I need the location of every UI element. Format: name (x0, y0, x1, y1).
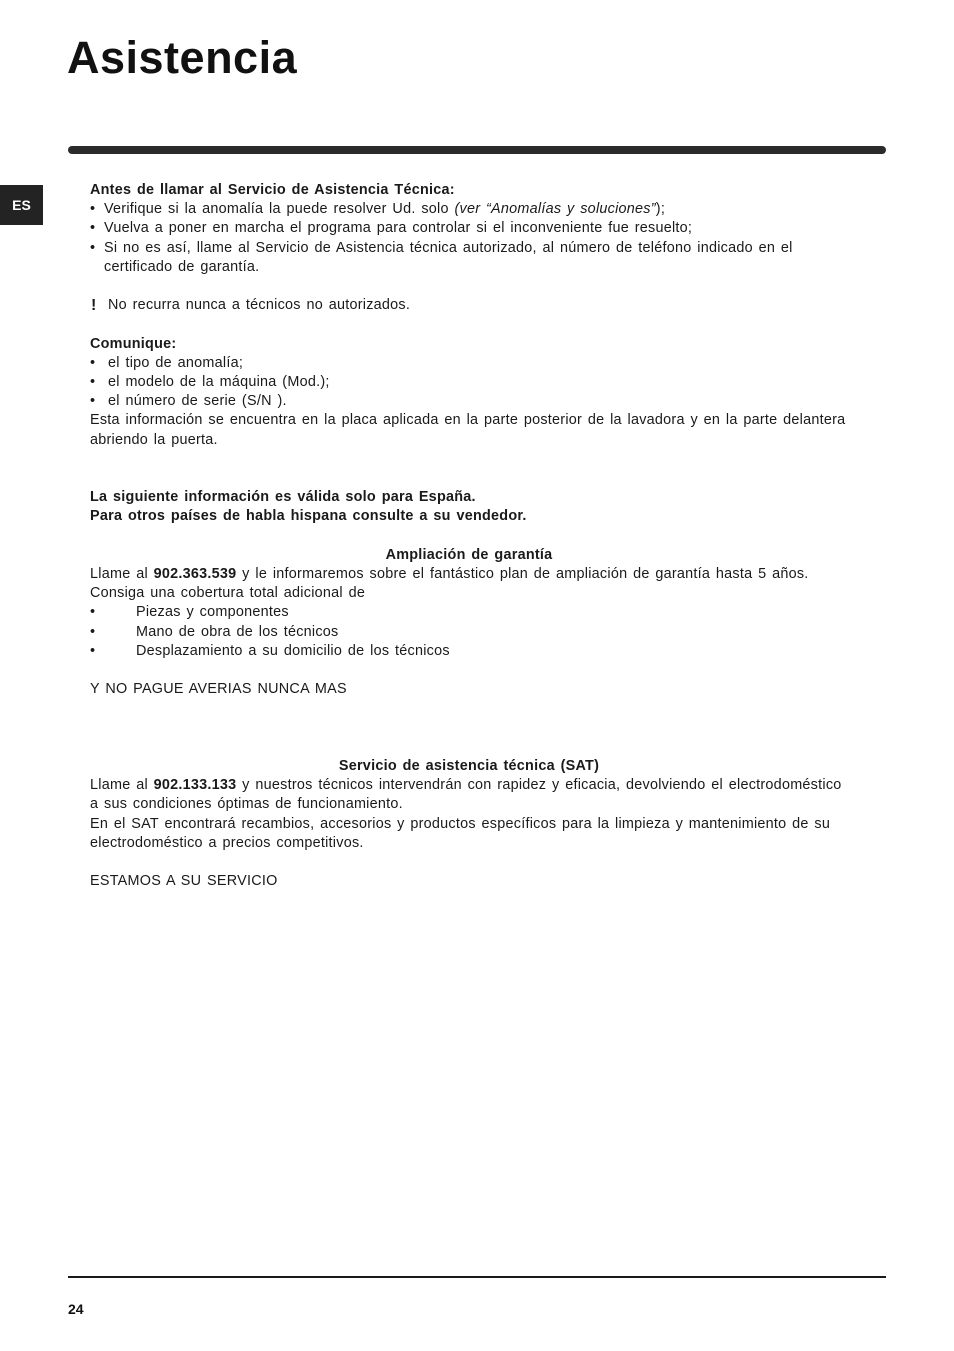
list-item (90, 239, 848, 277)
spain-notice-line-2: Para otros países de habla hispana consulte a su vendedor. (90, 508, 527, 525)
communicate-list (90, 354, 848, 412)
page-title: Asistencia (67, 32, 298, 83)
warning-text: No recurra nunca a técnicos no autorizados. (108, 297, 411, 314)
bullet-icon: • (90, 201, 96, 218)
list-item (90, 373, 848, 392)
warranty-phone: 902.363.539 (153, 566, 237, 582)
bullet-icon: • (90, 374, 96, 390)
coverage-list (90, 603, 848, 661)
sat-parts-text: En el SAT encontrará recambios, accesorios y productos específicos para la limpieza y mantenimiento de su electrodoméstico a precios competitivos. (90, 815, 831, 851)
language-tab: ES (0, 185, 43, 225)
warranty-slogan: Y NO PAGUE AVERIAS NUNCA MAS (90, 681, 347, 698)
rating-plate-note: Esta información se encuentra en la placa aplicada en la parte posterior de la lavadora y en la parte delantera abriendo la puerta. (90, 412, 846, 448)
sat-text-end: y nuestros técnicos intervendrán con rapidez y eficacia, devolviendo el electrodoméstico a sus condiciones óptimas de funcionamiento. (90, 777, 842, 813)
sat-text-start: Llame al (90, 777, 154, 794)
page-number: 24 (68, 1301, 84, 1317)
bullet-icon: • (90, 354, 96, 371)
sat-heading: Servicio de asistencia técnica (SAT) (338, 758, 600, 774)
communicate-heading: Comunique: (90, 335, 177, 352)
exclamation-icon: ! (91, 297, 97, 315)
sat-text (90, 776, 848, 814)
list-item (90, 200, 848, 219)
before-calling-list (90, 200, 848, 277)
bullet-icon: • (90, 604, 96, 621)
page-content (90, 181, 848, 891)
bullet-icon: • (90, 642, 96, 659)
list-item-text: el modelo de la máquina (Mod.); (108, 374, 330, 390)
warning-note (90, 296, 848, 315)
list-item (90, 642, 848, 661)
warranty-text (90, 565, 848, 584)
bullet-icon: • (90, 393, 96, 410)
list-item (90, 623, 848, 642)
before-calling-heading: Antes de llamar al Servicio de Asistencia Técnica: (90, 182, 455, 198)
spain-notice-line-1: La siguiente información es válida solo para España. (90, 489, 476, 506)
warranty-text-start: Llame al (90, 566, 154, 582)
warranty-text-end: y le informaremos sobre el fantástico plan de ampliación de garantía hasta 5 años. (236, 566, 809, 582)
list-item-text: Piezas y componentes (136, 604, 289, 621)
warranty-heading: Ampliación de garantía (385, 546, 553, 563)
footer-divider (68, 1276, 886, 1278)
list-item-text: Mano de obra de los técnicos (136, 623, 339, 640)
coverage-intro: Consiga una cobertura total adicional de (90, 585, 366, 602)
list-item (90, 354, 848, 373)
list-item-text: Verifique si la anomalía la puede resolver Ud. solo (104, 201, 455, 218)
bullet-icon: • (90, 220, 96, 237)
list-item-text-end: ); (655, 201, 666, 218)
list-item (90, 603, 848, 622)
sat-phone: 902.133.133 (153, 777, 237, 794)
list-item (90, 392, 848, 411)
list-item-text: Si no es así, llame al Servicio de Asistencia técnica autorizado, al número de teléfono indicado en el certificado de garantía. (104, 239, 793, 275)
list-item-text: Desplazamiento a su domicilio de los técnicos (136, 642, 450, 659)
list-item (90, 219, 848, 238)
bullet-icon: • (90, 239, 96, 256)
list-item-text: el número de serie (S/N ). (108, 393, 287, 410)
title-divider (68, 146, 886, 154)
cross-reference: (ver “Anomalías y soluciones” (454, 201, 656, 218)
list-item-text: el tipo de anomalía; (108, 354, 244, 371)
bullet-icon: • (90, 623, 96, 640)
sat-closing: ESTAMOS A SU SERVICIO (90, 873, 278, 890)
list-item-text: Vuelva a poner en marcha el programa para controlar si el inconveniente fue resuelto; (104, 220, 693, 237)
